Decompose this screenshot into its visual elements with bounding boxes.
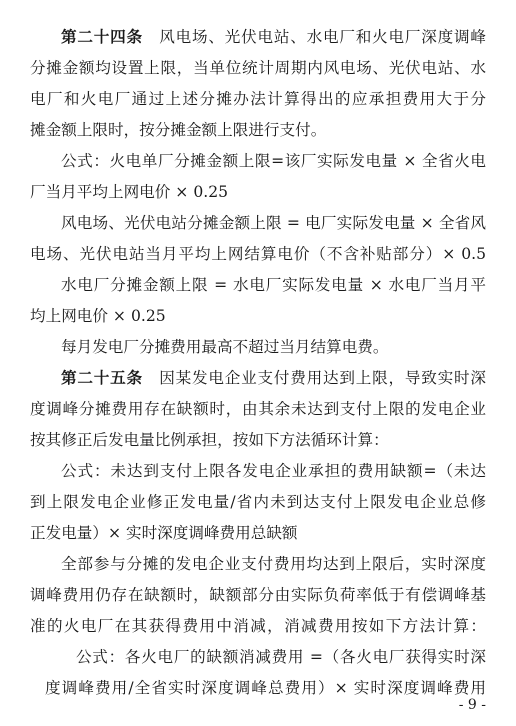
article-24-line-2: 分摊金额均设置上限，当单位统计周期内风电场、光伏电站、水 [30, 59, 486, 77]
formula-hydro-cap-line-1: 水电厂分摊金额上限 = 水电厂实际发电量 × 水电厂当月平 [61, 276, 486, 294]
article-25-line-1 [30, 363, 486, 394]
article-25-line-2: 度调峰分摊费用存在缺额时，由其余未达到支付上限的发电企业 [30, 400, 486, 418]
article-25-para-2-line-2: 调峰费用仍存在缺额时，缺额部分由实际负荷率低于有偿调峰基 [30, 586, 486, 604]
article-25-line-3: 按其修正后发电量比例承担，按如下方法循环计算： [30, 431, 389, 449]
formula-thermal-cap-line-1: 公式：火电单厂分摊金额上限=该厂实际发电量 × 全省火电 [61, 152, 486, 170]
article-25-text-1: 因某发电企业支付费用达到上限，导致实时深 [159, 369, 486, 387]
formula-wind-solar-cap-line-2: 电场、光伏电站当月平均上网结算电价（不含补贴部分）× 0.5 [30, 245, 486, 263]
article-25-para-2-line-3: 准的火电厂在其获得费用中消减，消减费用按如下方法计算： [30, 617, 486, 635]
formula-reduction-line-2: 度调峰费用/全省实时深度调峰总费用）× 实时深度调峰费用 [45, 679, 486, 697]
formula-thermal-cap-line-2: 厂当月平均上网电价 × 0.25 [30, 183, 229, 201]
formula-wind-solar-cap-line-1: 风电场、光伏电站分摊金额上限 = 电厂实际发电量 × 全省风 [61, 214, 486, 232]
monthly-cap-sentence: 每月发电厂分摊费用最高不超过当月结算电费。 [61, 338, 389, 356]
article-24-text-1: 风电场、光伏电站、水电厂和火电厂深度调峰 [159, 28, 486, 46]
article-24-line-3: 电厂和火电厂通过上述分摊办法计算得出的应承担费用大于分 [30, 90, 486, 108]
article-25-title: 第二十五条 [61, 369, 143, 387]
page-number: - 9 - [458, 697, 486, 713]
formula-reduction-line-1: 公式：各火电厂的缺额消减费用 =（各火电厂获得实时深 [76, 648, 486, 666]
formula-shortfall-line-3: 正发电量）× 实时深度调峰费用总缺额 [30, 524, 298, 542]
formula-shortfall-line-2: 到上限发电企业修正发电量/省内未到达支付上限发电企业总修 [30, 493, 486, 511]
article-24-line-4: 摊金额上限时，按分摊金额上限进行支付。 [30, 121, 327, 139]
article-24-line-1 [30, 22, 486, 53]
article-25-para-2-line-1: 全部参与分摊的发电企业支付费用均达到上限后，实时深度 [61, 555, 486, 573]
formula-hydro-cap-line-2: 均上网电价 × 0.25 [30, 307, 166, 325]
article-24-title: 第二十四条 [61, 28, 143, 46]
formula-shortfall-line-1: 公式：未达到支付上限各发电企业承担的费用缺额=（未达 [61, 462, 486, 480]
